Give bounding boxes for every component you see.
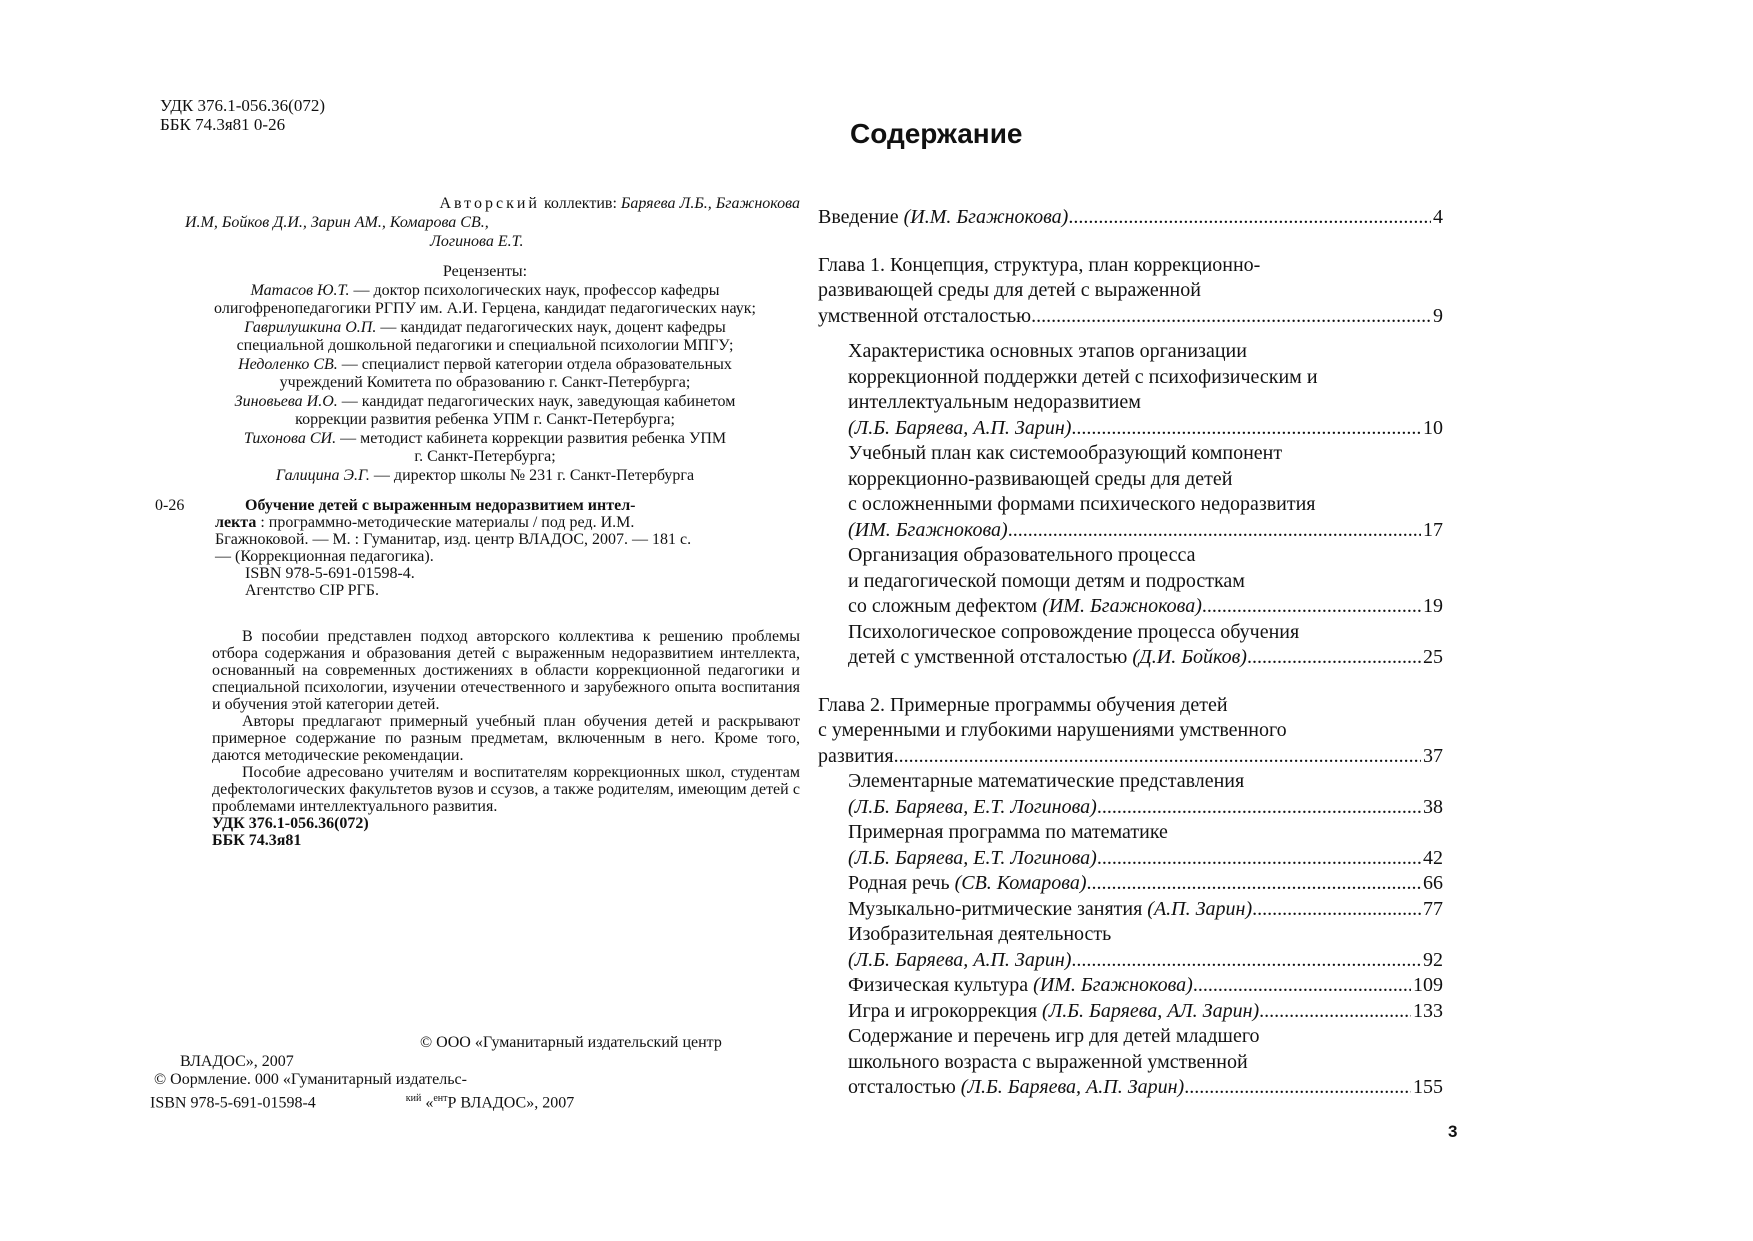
copyright-line-4: ISBN 978-5-691-01598-4 $^{кий}$ «$^{ент}$Р ВЛАДОС», 2007 [150,1092,575,1111]
annotation [212,628,800,849]
reviewer-line: специальной дошкольной педагогики и специальной психологии МПГУ; [236,337,734,354]
authors-names-2: И.М, Бойков Д.И., Зарин АМ., Комарова СВ., [185,214,489,231]
udk-header [160,96,325,134]
reviewers-heading: Рецензенты: [442,263,528,280]
udk-line: УДК 376.1-056.36(072) [160,96,325,115]
copyright-line-3: © Оормление. 000 «Гуманитарный издательс- [154,1071,467,1088]
toc-entry[interactable]: Характеристика основных этапов организации коррекционной поддержки детей с психофизическим и интеллектуальным недоразвитием (Л.Б. Баряева, А.П. Зарин) ..... 10 [818,339,1443,441]
reviewer-line: олигофренопедагогики РГПУ им. А.И. Герцена, кандидат педагогических наук; [214,300,756,317]
annotation-paragraph: Авторы предлагают примерный учебный план обучения детей и раскрывают примерное содержание по разным предметам, включенным в него. Кроме того, даются методические рекомендации. [212,713,800,764]
bib-agency: Агентство CIP РГБ. [245,582,379,599]
annotation-paragraph: Пособие адресовано учителям и воспитателям коррекционных школ, студентам дефектологических факультетов вузов и ссузов, а также родителям, имеющим детей с проблемами интеллектуального развития. [212,764,800,815]
authors-line-1 [170,194,800,213]
bib-isbn: ISBN 978-5-691-01598-4. [245,565,415,582]
toc-chapter-2[interactable]: Глава 2. Примерные программы обучения детей с умеренными и глубокими нарушениями умственного развития ..... 37 [818,693,1443,770]
toc-entry[interactable]: Психологическое сопровождение процесса обучения детей с умственной отсталостью (Д.И. Бойков) ..... 25 [818,620,1443,671]
toc-entry[interactable]: Изобразительная деятельность (Л.Б. Баряева, А.П. Зарин) ..... 92 [818,922,1443,973]
toc-entry[interactable]: Содержание и перечень игр для детей младшего школьного возраста с выраженной умственной отсталостью (Л.Б. Баряева, А.П. Зарин) ..... 155 [818,1024,1443,1101]
reviewers-block [170,263,800,485]
page-number: 3 [1448,1122,1458,1141]
bib-title-1: Обучение детей с выраженным недоразвитием интел- [245,497,636,514]
toc-entry[interactable]: Примерная программа по математике (Л.Б. Баряева, Е.Т. Логинова) ..... 42 [818,820,1443,871]
toc-title: Содержание [850,118,1023,149]
toc-entry[interactable]: Организация образовательного процесса и педагогической помощи детям и подросткам со сложным дефектом (ИМ. Бгажнокова) ..... 19 [818,543,1443,620]
toc-entry[interactable]: Учебный план как системообразующий компонент коррекционно-развивающей среды для детей с осложненными формами психического недоразвития (ИМ. Бгажнокова) ..... 17 [818,441,1443,543]
authors-names-3: Логинова Е.Т. [430,233,524,250]
annotation-paragraph: В пособии представлен подход авторского коллектива к решению проблемы отбора содержания и образования детей с выраженным недоразвитием интеллекта, основанный на современных достижениях в области коррекционной педагогики и специальной психологии, изучении отечественного и зарубежного опыта воспитания и обучения этой категории детей. [212,628,800,713]
bib-line-4: — (Коррекционная педагогика). [215,548,434,565]
authors-names-1: Баряева Л.Б., Бгажнокова [620,195,800,212]
reviewer-line: Гаврилушкина О.П. — кандидат педагогических наук, доцент кафедры [244,318,726,336]
reviewer-line: Зиновьева И.О. — кандидат педагогических наук, заведующая кабинетом [234,392,736,410]
reviewer-line: Тихонова СИ. — методист кабинета коррекции развития ребенка УПМ [243,429,727,447]
reviewer-line: Недоленко СВ. — специалист первой категории отдела образовательных [238,355,732,373]
reviewer-line: Матасов Ю.Т. — доктор психологических наук, профессор кафедры [250,281,720,299]
reviewer-line: Галицина Э.Г. — директор школы № 231 г. Санкт-Петербурга [275,466,695,484]
bib-line-2: лекта : программно-методические материалы / под ред. И.М. [215,514,635,531]
copyright-isbn: ISBN 978-5-691-01598-4 [150,1093,316,1111]
toc-entry[interactable]: Игра и игрокоррекция (Л.Б. Баряева, АЛ. Зарин) ..... 133 [818,999,1443,1025]
bib-code: 0-26 [155,497,185,514]
bib-line-3: Бгажноковой. — М. : Гуманитар, изд. центр ВЛАДОС, 2007. — 181 с. [215,531,692,548]
authors-block [170,194,800,251]
authors-label: Авторский [439,195,540,212]
toc-entry-intro[interactable]: Введение (И.М. Бгажнокова) ..... 4 [818,205,1443,231]
copyright-line-2: ВЛАДОС», 2007 [180,1052,294,1070]
reviewer-line: г. Санкт-Петербурга; [414,448,556,465]
toc-entry[interactable]: Музыкально-ритмические занятия (А.П. Зарин) ..... 77 [818,897,1443,923]
reviewer-line: учреждений Комитета по образованию г. Санкт-Петербурга; [279,374,691,391]
annotation-udk: УДК 376.1-056.36(072) [212,815,369,832]
authors-label-rest: коллектив: [539,195,617,212]
toc-entry[interactable]: Элементарные математические представления (Л.Б. Баряева, Е.Т. Логинова) ..... 38 [818,769,1443,820]
annotation-bbk: ББК 74.3я81 [212,832,302,849]
toc-chapter-1[interactable]: Глава 1. Концепция, структура, план коррекционно- развивающей среды для детей с выраженной умственной отсталостью ..... 9 [818,253,1443,330]
reviewer-line: коррекции развития ребенка УПМ г. Санкт-Петербурга; [295,411,675,428]
table-of-contents [818,205,1443,1101]
bbk-line: ББК 74.3я81 0-26 [160,115,286,134]
bibliographic-record [155,497,800,599]
toc-entry[interactable]: Родная речь (СВ. Комарова) ..... 66 [818,871,1443,897]
copyright-block [150,1034,830,1112]
toc-entry[interactable]: Физическая культура (ИМ. Бгажнокова) ..... 109 [818,973,1443,999]
copyright-line-1: © ООО «Гуманитарный издательский центр [420,1034,722,1051]
